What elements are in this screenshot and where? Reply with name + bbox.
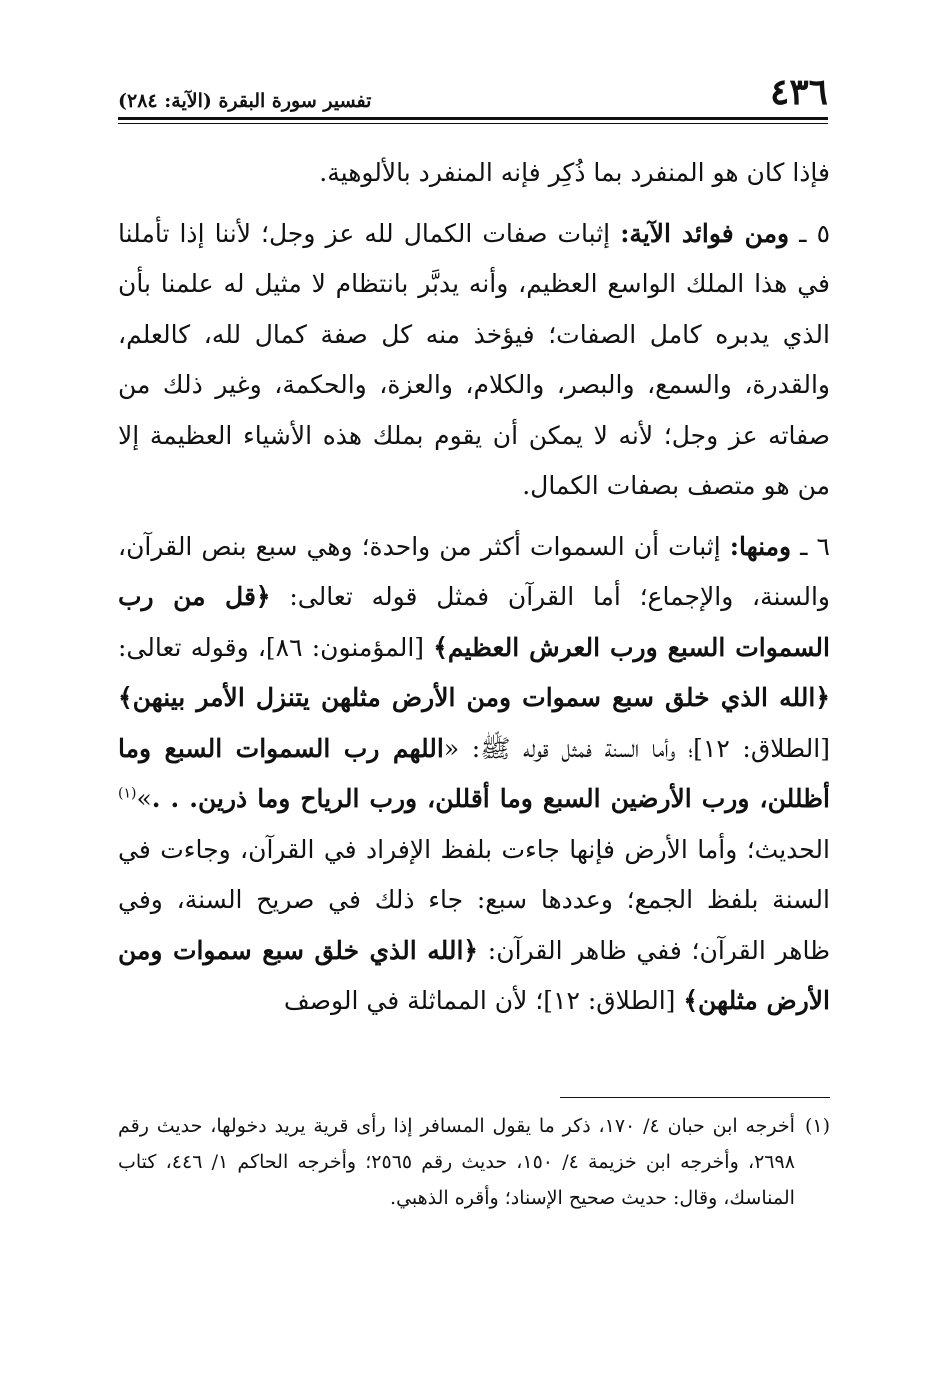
paragraph-text: الحديث؛ وأما الأرض فإنها جاءت بلفظ الإفراد في القرآن، وجاءت في السنة بلفظ الجمع؛ وعددها سبع: جاء ذلك في صريح السنة، وفي ظاهر القرآن؛ ففي ظاهر القرآن: xyxy=(118,834,830,965)
point-heading: ومن فوائد الآية: xyxy=(620,218,790,248)
paragraph-3 xyxy=(118,522,830,1027)
quran-quote: ﴿قل من رب السموات السبع ورب العرش العظيم﴾ xyxy=(118,582,830,662)
page-number: ٤٣٦ xyxy=(769,71,828,113)
quote-close: » xyxy=(136,784,152,813)
footnote-marker: (١) xyxy=(804,1115,830,1137)
paragraph-1: فإذا كان هو المنفرد بما ذُكِر فإنه المنفرد بالألوهية. xyxy=(319,158,830,187)
footnotes xyxy=(118,1108,830,1216)
paragraph-2 xyxy=(118,209,830,512)
footnote-separator xyxy=(560,1097,830,1098)
footnote-reference[interactable]: (١) xyxy=(118,785,137,802)
page-header xyxy=(118,70,828,120)
point-heading: ومنها: xyxy=(729,531,792,561)
header-rule-thick xyxy=(118,117,828,120)
header-rule-thin xyxy=(118,123,828,124)
paragraph-text: إثبات أن السموات أكثر من واحدة؛ وهي سبع بنص القرآن، والسنة، والإجماع؛ أما القرآن فمثل قوله تعالى: xyxy=(118,531,830,611)
citation: [المؤمنون: ٨٦]، وقوله تعالى: xyxy=(118,632,425,662)
point-number: ٦ ـ xyxy=(800,531,830,561)
footnote-text: أخرجه ابن حبان ٤/ ١٧٠، ذكر ما يقول المسافر إذا رأى قرية يريد دخولها، حديث رقم ٢٦٩٨، وأخرجه ابن خزيمة ٤/ ١٥٠، حديث رقم ٢٥٦٥؛ وأخرجه الحاكم ١/ ٤٤٦، كتاب المناسك، وقال: حديث صحيح الإسناد؛ وأقره الذهبي. xyxy=(118,1115,795,1209)
footnote xyxy=(118,1108,830,1216)
hadith-quote: اللهم رب السموات السبع وما أظللن، ورب الأرضين السبع وما أقللن، ورب الرياح وما ذرين. . . xyxy=(118,733,830,813)
main-text xyxy=(118,148,830,1027)
point-number: ٥ ـ xyxy=(799,218,830,248)
running-title: تفسير سورة البقرة (الآية: ٢٨٤) xyxy=(118,90,372,112)
citation: [الطلاق: ١٢]؛ وأما السنة فمثل قوله ﷺ: « xyxy=(443,733,830,763)
quran-quote: ﴿الله الذي خلق سبع سموات ومن الأرض مثلهن﴾ xyxy=(118,935,830,1015)
paragraph-text: إثبات صفات الكمال لله عز وجل؛ لأننا إذا تأملنا في هذا الملك الواسع العظيم، وأنه يدبَّر بانتظام لا مثيل له علمنا بأن الذي يدبره كامل الصفات؛ فيؤخذ منه كل صفة كمال لله، كالعلم، والقدرة، والسمع، والبصر، والكلام، والعزة، والحكمة، وغير ذلك من صفاته عز وجل؛ لأنه لا يمكن أن يقوم بملك هذه الأشياء العظيمة إلا من هو متصف بصفات الكمال. xyxy=(118,218,830,500)
quran-quote: ﴿الله الذي خلق سبع سموات ومن الأرض مثلهن يتنزل الأمر بينهن﴾ xyxy=(118,683,830,712)
citation: [الطلاق: ١٢]؛ لأن المماثلة في الوصف xyxy=(283,986,676,1015)
